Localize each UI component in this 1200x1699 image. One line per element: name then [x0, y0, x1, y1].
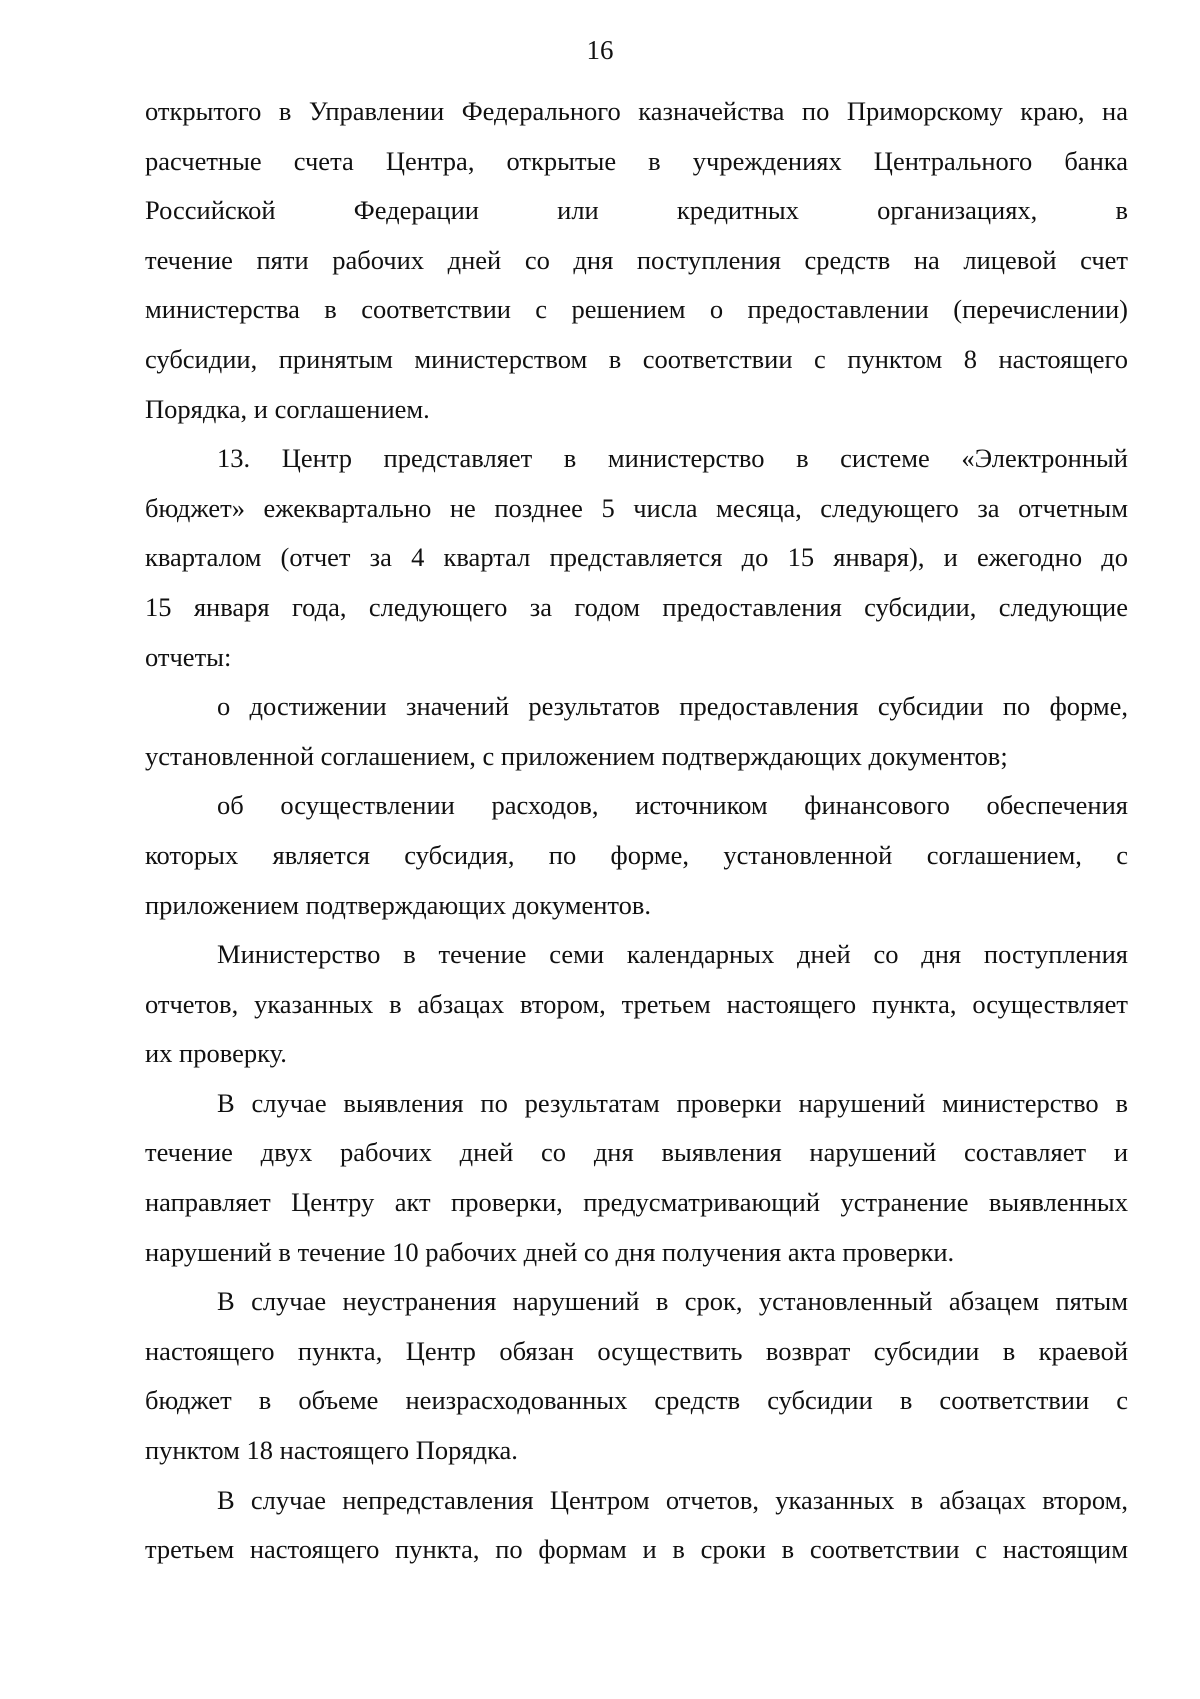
text-line: установленной соглашением, с приложением подтверждающих документов;	[145, 740, 1008, 771]
text-line: отчеты:	[145, 641, 232, 672]
paragraph-ministry-check	[145, 930, 1128, 1079]
text-line: расчетные счета Центра, открытые в учреждениях Центрального банка	[145, 145, 1128, 176]
text-line: об осуществлении расходов, источником финансового обеспечения	[217, 790, 1128, 821]
text-line: направляет Центру акт проверки, предусматривающий устранение выявленных	[145, 1187, 1128, 1218]
text-line: их проверку.	[145, 1038, 287, 1069]
text-line: настоящего пункта, Центр обязан осуществить возврат субсидии в краевой	[145, 1335, 1128, 1366]
paragraph-reports-not-submitted	[145, 1476, 1128, 1575]
text-line: кварталом (отчет за 4 квартал представляется до 15 января), и ежегодно до	[145, 542, 1128, 573]
text-line: Российской Федерации или кредитных организациях, в	[145, 195, 1128, 226]
text-line: бюджет в объеме неизрасходованных средств субсидии в соответствии с	[145, 1385, 1128, 1416]
text-line: которых является субсидия, по форме, установленной соглашением, с	[145, 839, 1128, 870]
page-number: 16	[586, 35, 614, 65]
text-line: Порядка, и соглашением.	[145, 393, 430, 424]
text-line: бюджет» ежеквартально не позднее 5 числа месяца, следующего за отчетным	[145, 492, 1128, 523]
text-line: отчетов, указанных в абзацах втором, третьем настоящего пункта, осуществляет	[145, 988, 1128, 1019]
text-line: пунктом 18 настоящего Порядка.	[145, 1435, 518, 1466]
document-body	[145, 87, 1128, 1575]
text-line: В случае неустранения нарушений в срок, установленный абзацем пятым	[217, 1286, 1128, 1317]
text-line: Министерство в течение семи календарных дней со дня поступления	[217, 939, 1128, 970]
text-line: 15 января года, следующего за годом предоставления субсидии, следующие	[145, 591, 1128, 622]
text-line: течение двух рабочих дней со дня выявления нарушений составляет и	[145, 1137, 1128, 1168]
text-line: открытого в Управлении Федерального казначейства по Приморскому краю, на	[145, 96, 1128, 126]
text-line: течение пяти рабочих дней со дня поступления средств на лицевой счет	[145, 244, 1128, 275]
paragraph-item-13	[145, 434, 1128, 682]
text-line: третьем настоящего пункта, по формам и в сроки в соответствии с настоящим	[145, 1534, 1128, 1565]
paragraph-1	[145, 87, 1128, 434]
text-line: о достижении значений результатов предоставления субсидии по форме,	[217, 691, 1128, 722]
text-line: приложением подтверждающих документов.	[145, 889, 652, 920]
paragraph-violations-found	[145, 1079, 1128, 1277]
text-line: субсидии, принятым министерством в соответствии с пунктом 8 настоящего	[145, 343, 1128, 374]
text-line: В случае выявления по результатам проверки нарушений министерство в	[217, 1087, 1128, 1118]
paragraph-report-results	[145, 682, 1128, 781]
text-line: В случае непредставления Центром отчетов, указанных в абзацах втором,	[217, 1484, 1128, 1515]
text-line: 13. Центр представляет в министерство в системе «Электронный	[217, 443, 1128, 474]
text-line: нарушений в течение 10 рабочих дней со дня получения акта проверки.	[145, 1236, 955, 1267]
text-line: министерства в соответствии с решением о предоставлении (перечислении)	[145, 294, 1128, 325]
paragraph-report-expenses	[145, 781, 1128, 930]
paragraph-violations-not-fixed	[145, 1277, 1128, 1475]
